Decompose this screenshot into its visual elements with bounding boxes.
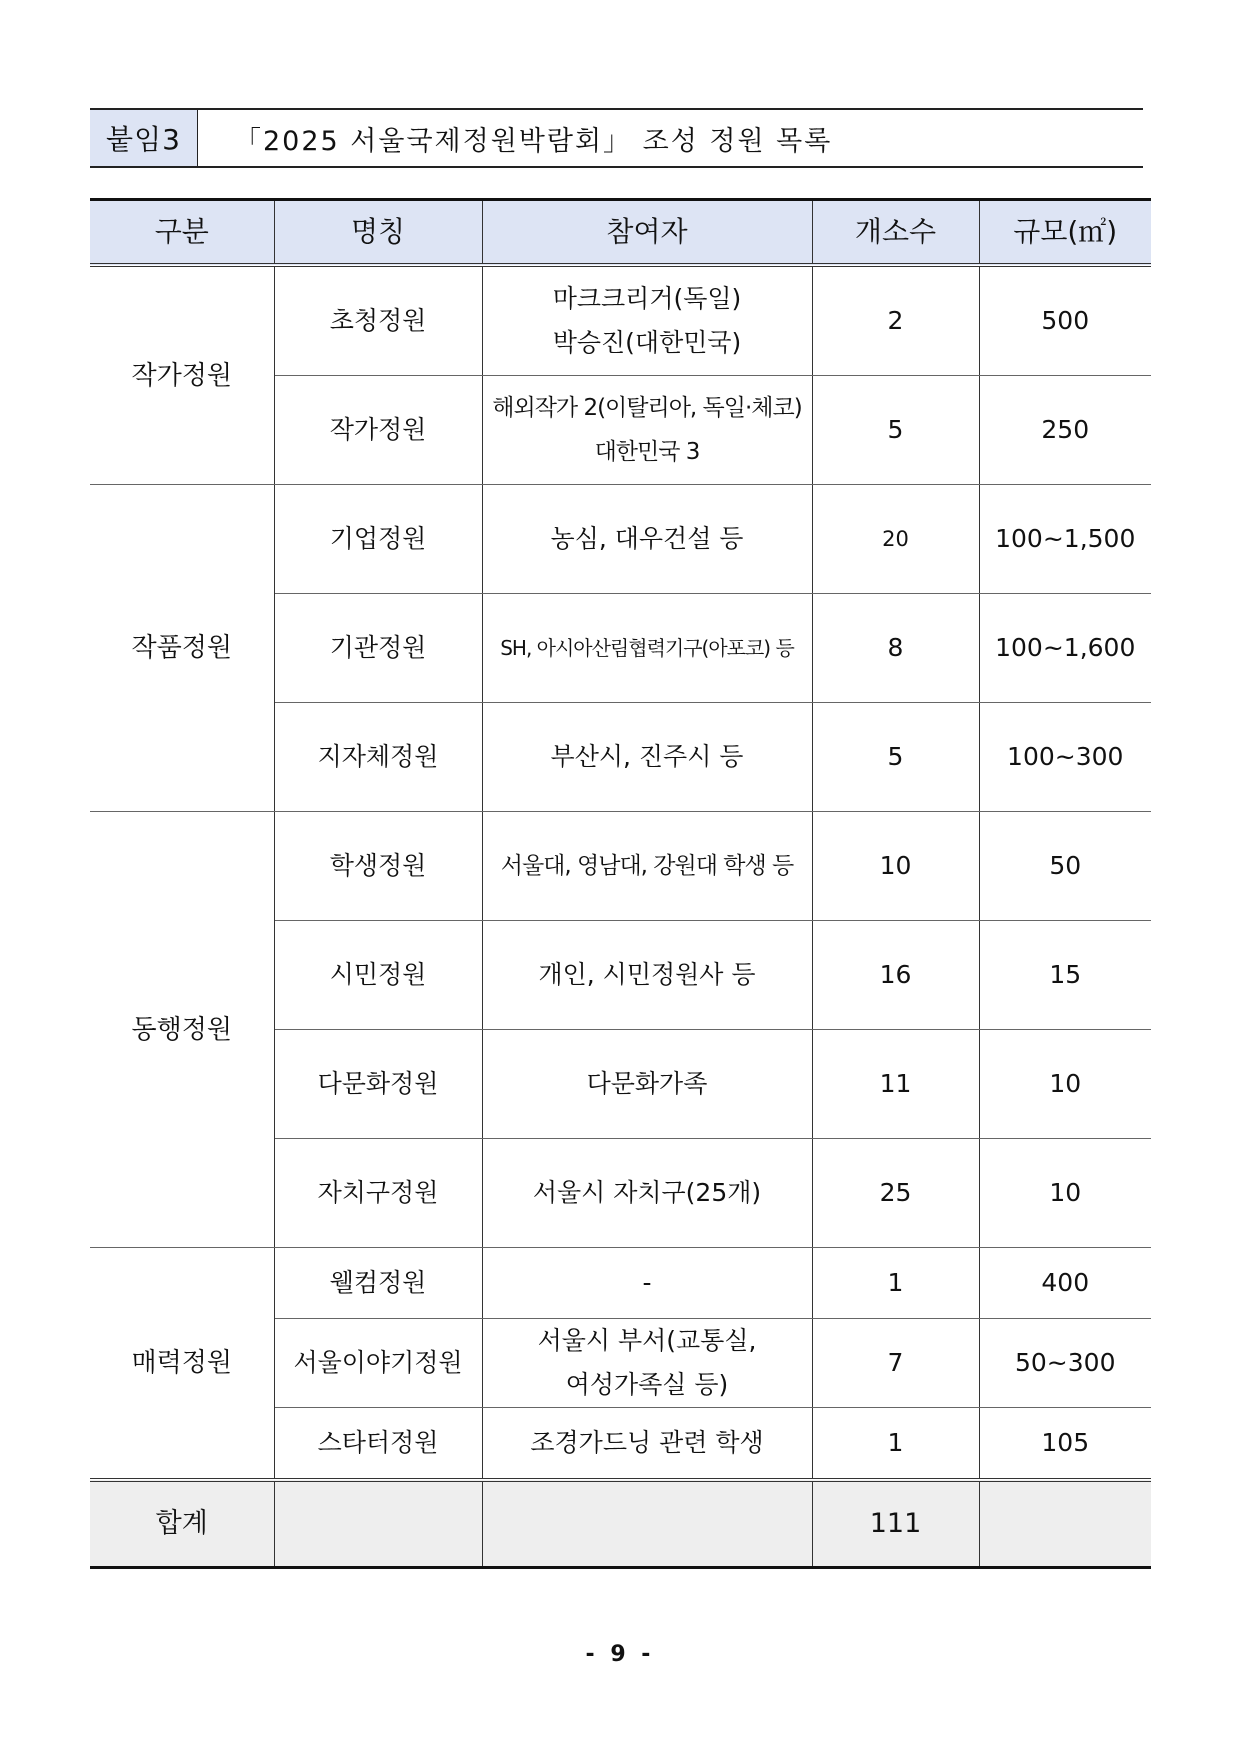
size-cell: 100~1,600 <box>979 594 1151 703</box>
page-number: - 9 - <box>585 1642 655 1667</box>
garden-name-cell: 다문화정원 <box>274 1030 482 1139</box>
garden-name-cell: 웰컴정원 <box>274 1248 482 1319</box>
total-count-cell: 111 <box>812 1480 979 1568</box>
count-cell: 8 <box>812 594 979 703</box>
participant-cell: 조경가드닝 관련 학생 <box>482 1408 812 1481</box>
table-row <box>90 1248 1151 1319</box>
table-header-row <box>90 200 1151 266</box>
count-cell: 25 <box>812 1139 979 1248</box>
garden-name-cell: 작가정원 <box>274 376 482 485</box>
count-cell: 11 <box>812 1030 979 1139</box>
size-cell: 15 <box>979 921 1151 1030</box>
participant-cell: 농심, 대우건설 등 <box>482 485 812 594</box>
size-cell: 500 <box>979 265 1151 376</box>
size-cell: 10 <box>979 1030 1151 1139</box>
total-participant-cell <box>482 1480 812 1568</box>
garden-name-cell: 지자체정원 <box>274 703 482 812</box>
count-cell: 2 <box>812 265 979 376</box>
header-count: 개소수 <box>812 200 979 266</box>
size-cell: 100~300 <box>979 703 1151 812</box>
count-cell: 5 <box>812 703 979 812</box>
table-row <box>90 265 1151 376</box>
header-participant: 참여자 <box>482 200 812 266</box>
category-cell: 작가정원 <box>90 265 274 485</box>
category-cell: 동행정원 <box>90 812 274 1248</box>
size-cell: 105 <box>979 1408 1151 1481</box>
total-label-cell: 합계 <box>90 1480 274 1568</box>
size-cell: 10 <box>979 1139 1151 1248</box>
participant-line: 해외작가 2(이탈리아, 독일·체코) <box>492 395 802 421</box>
total-name-cell <box>274 1480 482 1568</box>
participant-cell: 서울대, 영남대, 강원대 학생 등 <box>482 812 812 921</box>
table-row <box>90 485 1151 594</box>
size-cell: 50 <box>979 812 1151 921</box>
garden-name-cell: 자치구정원 <box>274 1139 482 1248</box>
count-cell: 7 <box>812 1319 979 1408</box>
participant-cell: SH, 아시아산림협력기구(아포코) 등 <box>482 594 812 703</box>
participant-line: 서울시 부서(교통실, <box>537 1326 757 1355</box>
count-cell: 1 <box>812 1248 979 1319</box>
total-size-cell <box>979 1480 1151 1568</box>
garden-name-cell: 기업정원 <box>274 485 482 594</box>
table-row <box>90 812 1151 921</box>
count-cell: 1 <box>812 1408 979 1481</box>
header-category: 구분 <box>90 200 274 266</box>
garden-list-table <box>90 198 1151 1569</box>
category-cell: 작품정원 <box>90 485 274 812</box>
header-size: 규모(㎡) <box>979 200 1151 266</box>
size-cell: 400 <box>979 1248 1151 1319</box>
garden-name-cell: 학생정원 <box>274 812 482 921</box>
participant-cell: 개인, 시민정원사 등 <box>482 921 812 1030</box>
attachment-label: 붙임3 <box>90 110 198 166</box>
count-cell: 20 <box>812 485 979 594</box>
participant-cell: 부산시, 진주시 등 <box>482 703 812 812</box>
garden-name-cell: 초청정원 <box>274 265 482 376</box>
participant-line: 박승진(대한민국) <box>552 328 742 357</box>
total-row <box>90 1480 1151 1568</box>
count-cell: 5 <box>812 376 979 485</box>
category-cell: 매력정원 <box>90 1248 274 1481</box>
participant-line: 마크크리거(독일) <box>552 284 742 313</box>
garden-name-cell: 스타터정원 <box>274 1408 482 1481</box>
count-cell: 10 <box>812 812 979 921</box>
participant-cell: 다문화가족 <box>482 1030 812 1139</box>
participant-cell <box>482 265 812 376</box>
participant-cell: - <box>482 1248 812 1319</box>
participant-cell <box>482 376 812 485</box>
participant-cell: 서울시 자치구(25개) <box>482 1139 812 1248</box>
count-cell: 16 <box>812 921 979 1030</box>
participant-cell <box>482 1319 812 1408</box>
size-cell: 250 <box>979 376 1151 485</box>
participant-line: 여성가족실 등) <box>565 1370 729 1399</box>
header-name: 명칭 <box>274 200 482 266</box>
attachment-title: 「2025 서울국제정원박람회」 조성 정원 목록 <box>234 125 833 157</box>
garden-name-cell: 서울이야기정원 <box>274 1319 482 1408</box>
size-cell: 100~1,500 <box>979 485 1151 594</box>
garden-name-cell: 시민정원 <box>274 921 482 1030</box>
attachment-title-box <box>90 108 1143 168</box>
size-cell: 50~300 <box>979 1319 1151 1408</box>
garden-name-cell: 기관정원 <box>274 594 482 703</box>
participant-line: 대한민국 3 <box>594 439 700 465</box>
